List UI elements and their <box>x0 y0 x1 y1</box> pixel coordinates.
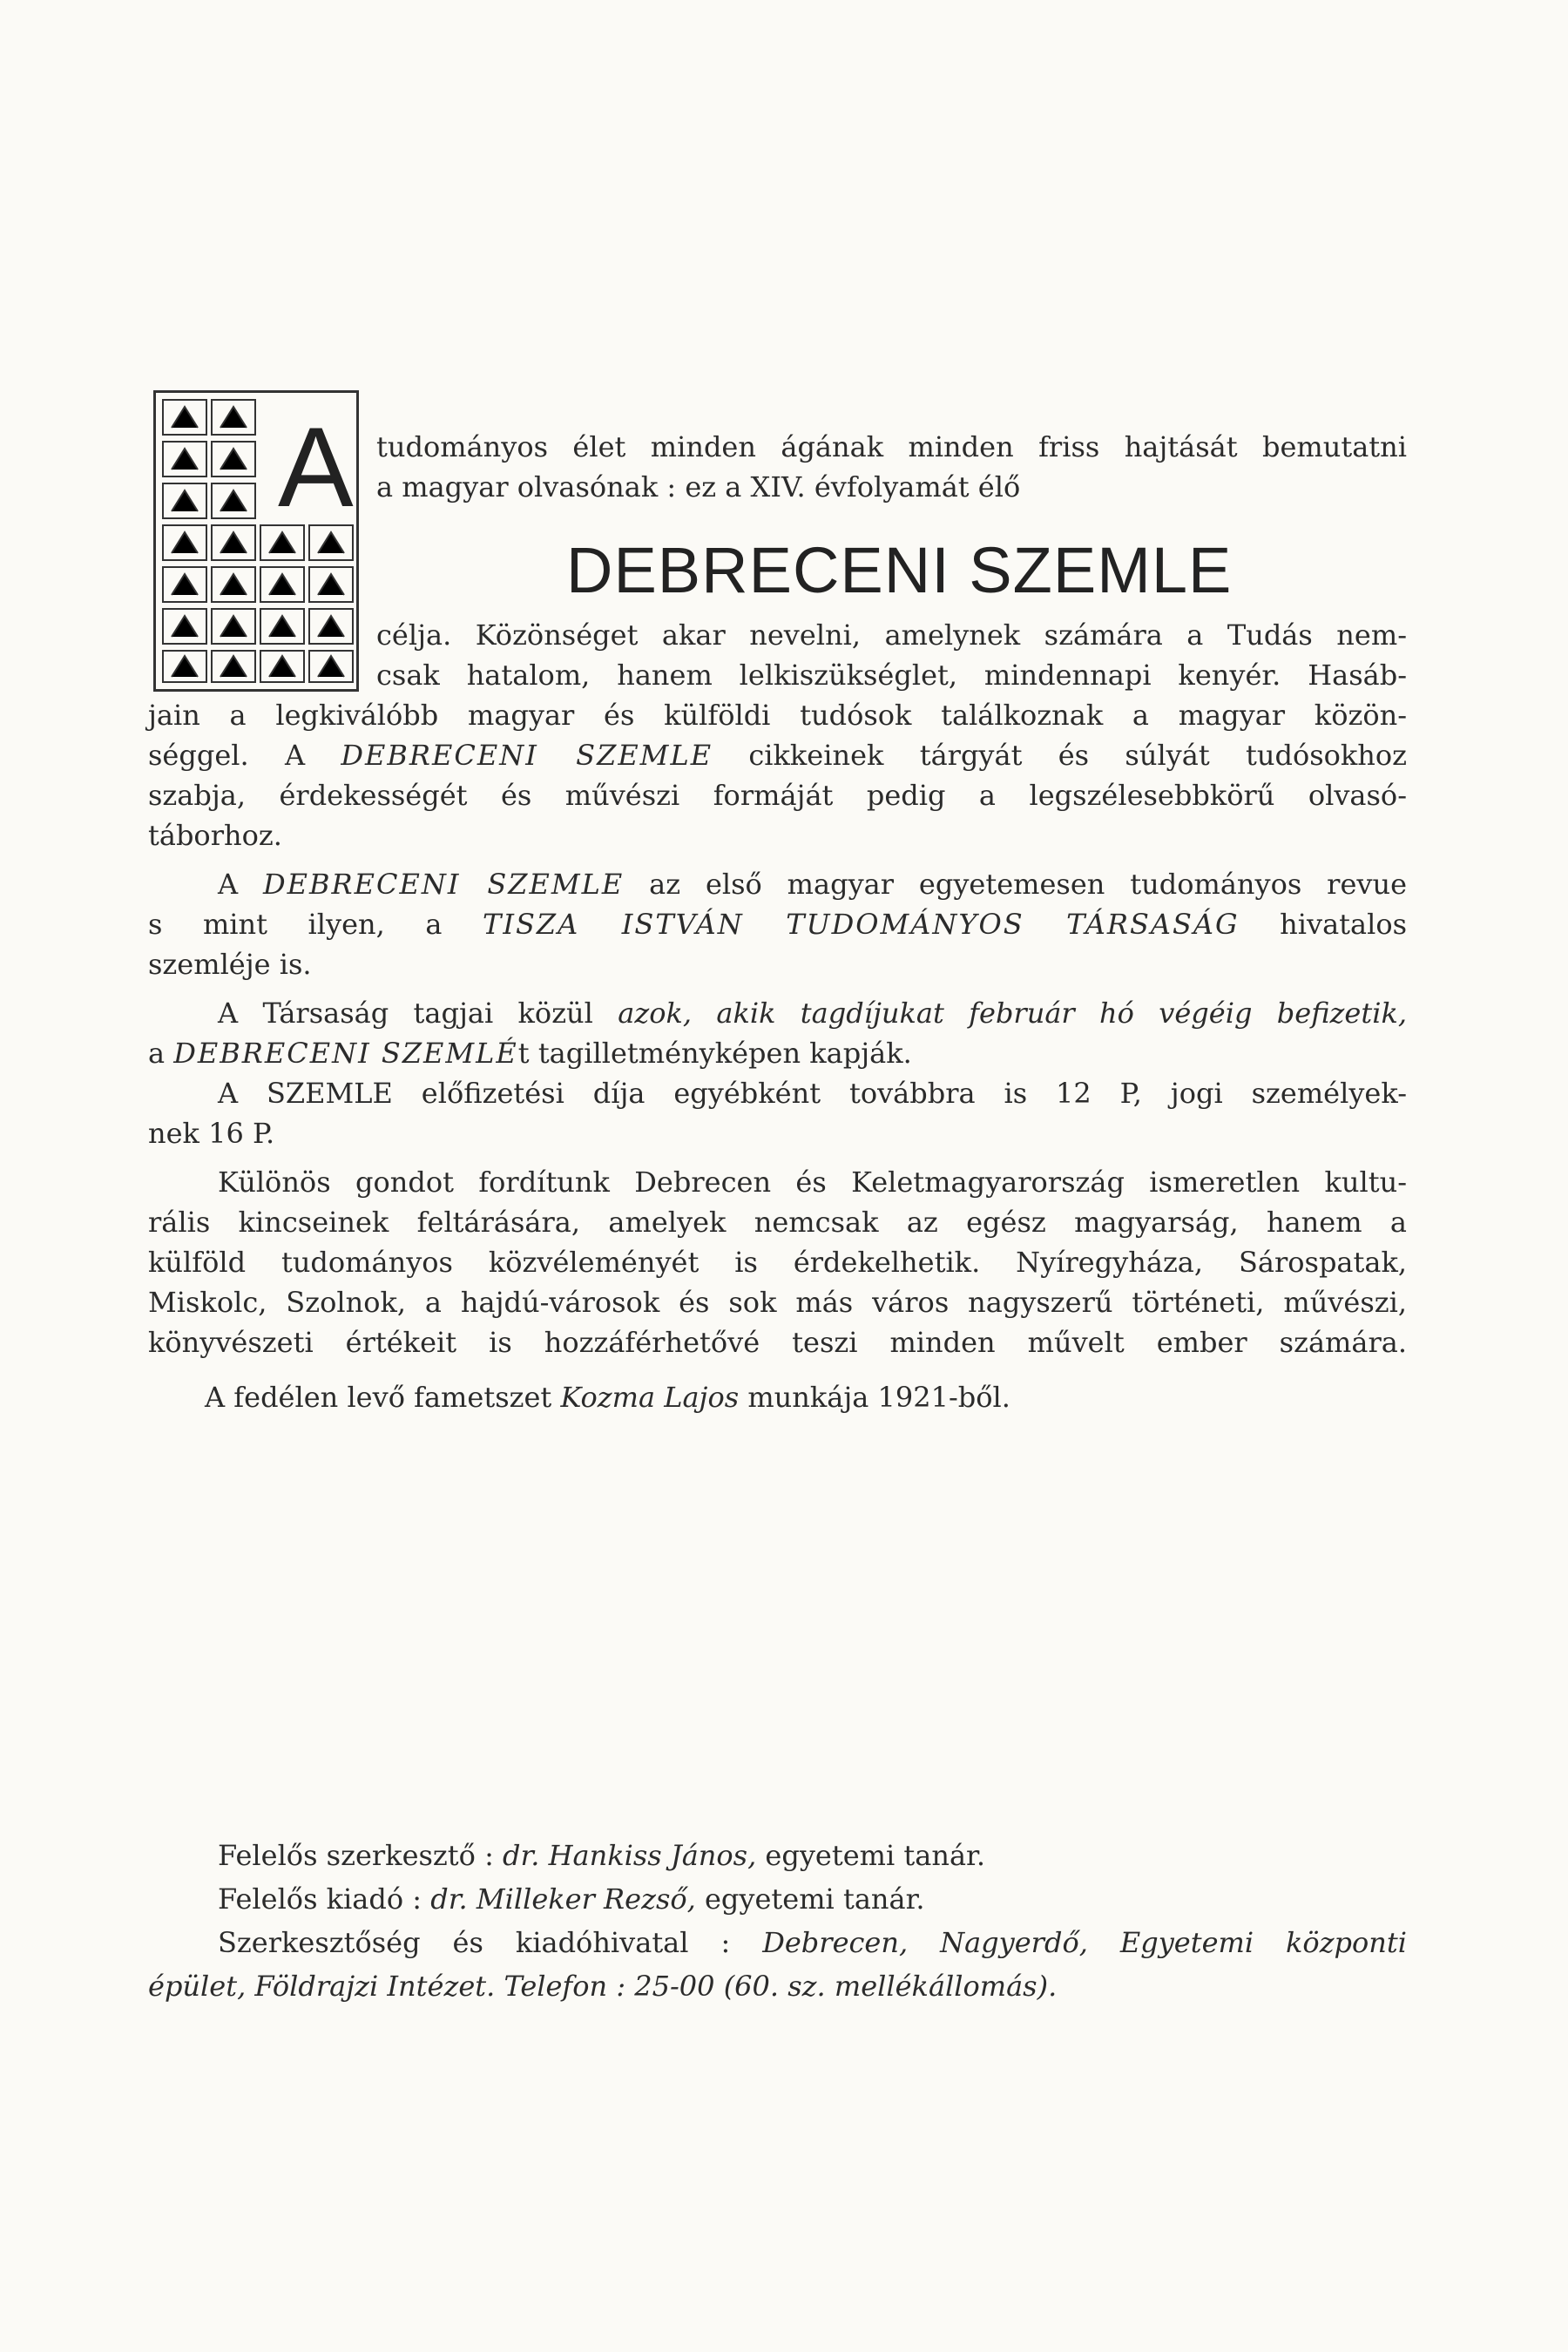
para5-line2: rális kincseinek feltárására, amelyek nemcsak az egész magyarság, hanem a <box>148 1206 1407 1239</box>
para1-line1: tudományos élet minden ágának minden friss hajtását bemutatni <box>376 430 1407 463</box>
para5-line3: külföld tudományos közvéleményét is érdekelhetik. Nyíregyháza, Sárospatak, <box>148 1246 1407 1279</box>
para2-line1: A DEBRECENI SZEMLE az első magyar egyetemesen tudományos revue <box>218 868 1408 901</box>
cover-credit: A fedélen levő fametszet Kozma Lajos munkája 1921-ből. <box>205 1381 1010 1414</box>
drop-cap-ornament <box>153 390 359 692</box>
masthead-title: DEBRECENI SZEMLE <box>566 534 1233 606</box>
para2-line2: s mint ilyen, a TISZA ISTVÁN TUDOMÁNYOS TÁRSASÁG hivatalos <box>148 908 1408 941</box>
office-line: Szerkesztőség és kiadóhivatal : Debrecen, Nagyerdő, Egyetemi központi <box>218 1926 1408 1959</box>
publisher-line: Felelős kiadó : dr. Milleker Rezső, egyetemi tanár. <box>218 1882 925 1916</box>
para5-line1: Különös gondot fordítunk Debrecen és Keletmagyarország ismeretlen kultu- <box>218 1166 1407 1199</box>
editor-line: Felelős szerkesztő : dr. Hankiss János, egyetemi tanár. <box>218 1839 985 1872</box>
para1-line4: csak hatalom, hanem lelkiszükséglet, mindennapi kenyér. Hasáb- <box>376 659 1407 692</box>
para3-line2: a DEBRECENI SZEMLÉt tagilletményképen kapják. <box>148 1037 912 1070</box>
body-text <box>148 695 1407 1362</box>
para4-line2: nek 16 P. <box>148 1117 275 1150</box>
intro-lines <box>376 427 1407 507</box>
colophon <box>148 1834 1407 2008</box>
para2-line3: szemléje is. <box>148 948 312 981</box>
para4-line1: A SZEMLE előfizetési díja egyébként továbbra is 12 P, jogi személyek- <box>218 1077 1407 1110</box>
office-line-2: épület, Földrajzi Intézet. Telefon : 25-00 (60. sz. mellékállomás). <box>148 1970 1058 2003</box>
para5-line4: Miskolc, Szolnok, a hajdú-városok és sok más város nagyszerű történeti, művészi, <box>148 1286 1407 1319</box>
para3-line1: A Társaság tagjai közül azok, akik tagdíjukat február hó végéig befizetik, <box>218 997 1408 1030</box>
para1-line6: séggel. A DEBRECENI SZEMLE cikkeinek tárgyát és súlyát tudósokhoz <box>148 739 1408 772</box>
para1-side-lines <box>376 615 1407 695</box>
para1-line2: a magyar olvasónak : ez a XIV. évfolyamát élő <box>376 470 1021 504</box>
para1-line8: táborhoz. <box>148 819 282 852</box>
para1-line7: szabja, érdekességét és művészi formáját pedig a legszélesebbkörű olvasó- <box>148 779 1407 812</box>
para5-line5: könyvészeti értékeit is hozzáférhetővé teszi minden művelt ember számára. <box>148 1326 1407 1359</box>
drop-cap-letter: A <box>278 403 354 531</box>
para1-line5: jain a legkiválóbb magyar és külföldi tudósok találkoznak a magyar közön- <box>148 699 1407 732</box>
para1-line3: célja. Közönséget akar nevelni, amelynek számára a Tudás nem- <box>376 618 1407 652</box>
